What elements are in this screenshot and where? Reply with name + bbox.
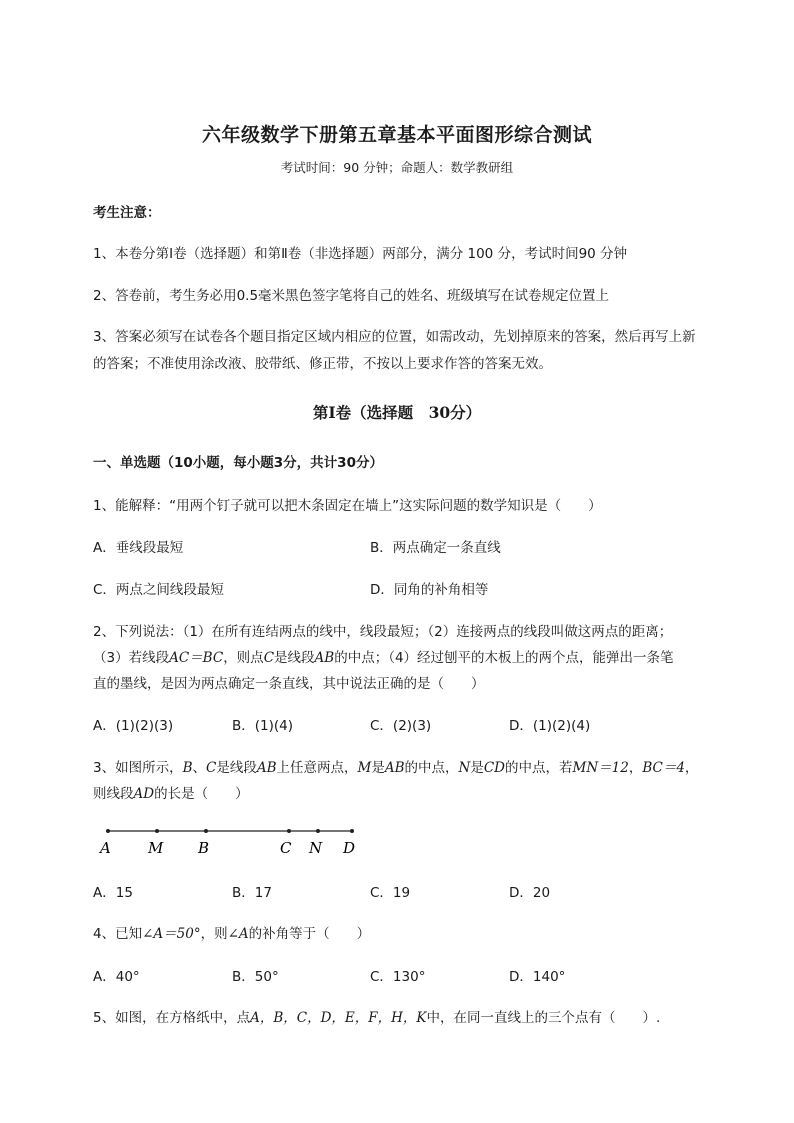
q4-option-d[interactable]: D．140° — [509, 969, 566, 985]
q5-stem — [93, 1006, 660, 1026]
q4-option-a[interactable]: A．40° — [93, 969, 140, 985]
point-a-dot — [106, 829, 110, 833]
section-title: 第Ⅰ卷（选择题 30分） — [312, 403, 482, 422]
q3-math: N — [458, 760, 471, 776]
q3-math: AB — [256, 760, 277, 776]
q3-line-1 — [93, 756, 698, 776]
q2-text: 是线段 — [274, 650, 315, 666]
q3-option-b[interactable]: B．17 — [232, 885, 272, 901]
exam-subtitle: 考试时间：90 分钟；命题人：数学教研组 — [280, 160, 514, 175]
q4-text: 的补角等于（ ） — [248, 926, 371, 942]
q3-math: C — [206, 760, 217, 776]
q2-line-1: 2、下列说法：（1）在所有连结两点的线中，线段最短；（2）连接两点的线段叫做这两点的距离； — [93, 624, 673, 640]
q4-text: ，则 — [200, 926, 228, 942]
q4-math: ∠A — [227, 926, 249, 942]
q3-text: ， — [684, 760, 699, 776]
point-a-label: A — [100, 839, 111, 857]
q2-math: AC＝BC — [169, 650, 224, 666]
q3-math: AB — [384, 760, 405, 776]
q5-math: A，B，C，D，E，F，H，K — [250, 1010, 427, 1026]
q4-option-c[interactable]: C．130° — [370, 969, 426, 985]
q4-stem — [93, 922, 370, 942]
q4-text: 4、已知 — [93, 926, 143, 942]
q4-math: ∠A＝50° — [142, 926, 201, 942]
notice-heading: 考生注意： — [93, 205, 161, 221]
q3-text: 是线段 — [216, 760, 257, 776]
q3-text: 的长是（ ） — [154, 786, 249, 802]
q3-math: AD — [133, 786, 155, 802]
q1-stem: 1、能解释：“用两个钉子就可以把木条固定在墙上”这实际问题的数学知识是（ ） — [93, 498, 602, 514]
q5-text: 中，在同一直线上的三个点有（ ）. — [426, 1010, 661, 1026]
q3-math: MN＝12 — [572, 760, 629, 776]
q3-text: 上任意两点， — [276, 760, 358, 776]
q3-text: 、 — [192, 760, 207, 776]
q3-math: BC＝4 — [642, 760, 685, 776]
notice-item-3-line2: 的答案；不准使用涂改液、胶带纸、修正带，不按以上要求作答的答案无效。 — [93, 356, 552, 372]
point-d-label: D — [343, 839, 356, 857]
q1-option-c[interactable]: C．两点之间线段最短 — [93, 582, 224, 598]
q1-option-a[interactable]: A．垂线段最短 — [93, 540, 184, 556]
point-n-label: N — [309, 839, 323, 857]
segment-diagram — [96, 820, 366, 860]
q3-math: CD — [483, 760, 505, 776]
point-m-label: M — [148, 839, 164, 857]
q3-line-2 — [93, 782, 249, 802]
q2-line-3: 直的墨线，是因为两点确定一条直线，其中说法正确的是（ ） — [93, 676, 485, 692]
q2-text: 的中点；（4）经过刨平的木板上的两个点，能弹出一条笔 — [334, 650, 674, 666]
part-heading: 一、单选题（10小题，每小题3分，共计30分） — [93, 455, 383, 471]
q2-text: ，则点 — [223, 650, 264, 666]
q1-option-d[interactable]: D．同角的补角相等 — [370, 582, 489, 598]
q3-option-d[interactable]: D．20 — [509, 885, 551, 901]
q2-option-c[interactable]: C．(2)(3) — [370, 718, 432, 734]
q3-option-c[interactable]: C．19 — [370, 885, 411, 901]
q3-text: 的中点，若 — [505, 760, 573, 776]
q3-option-a[interactable]: A．15 — [93, 885, 133, 901]
q3-text: 3、如图所示， — [93, 760, 183, 776]
q2-option-b[interactable]: B．(1)(4) — [232, 718, 294, 734]
q3-text: 的中点， — [404, 760, 459, 776]
notice-item-1: 1、本卷分第Ⅰ卷（选择题）和第Ⅱ卷（非选择题）两部分，满分 100 分，考试时间90 分钟 — [93, 246, 628, 262]
q1-option-b[interactable]: B．两点确定一条直线 — [370, 540, 501, 556]
point-m-dot — [155, 829, 159, 833]
q3-text: ， — [628, 760, 643, 776]
point-n-dot — [316, 829, 320, 833]
point-b-label: B — [198, 839, 210, 857]
q3-text: 是 — [371, 760, 385, 776]
notice-item-2: 2、答卷前，考生务必用0.5毫米黑色签字笔将自己的姓名、班级填写在试卷规定位置上 — [93, 288, 610, 304]
point-d-dot — [350, 829, 354, 833]
q2-line-2 — [93, 646, 674, 666]
q2-math: C — [263, 650, 275, 666]
q2-text: （3）若线段 — [93, 650, 170, 666]
q3-math: B — [182, 760, 193, 776]
point-b-dot — [204, 829, 208, 833]
q2-option-d[interactable]: D．(1)(2)(4) — [509, 718, 591, 734]
q3-text: 是 — [470, 760, 484, 776]
notice-item-3-line1: 3、答案必须写在试卷各个题目指定区域内相应的位置，如需改动，先划掉原来的答案，然后再写上新 — [93, 329, 696, 345]
q2-math: AB — [314, 650, 335, 666]
point-c-label: C — [280, 839, 292, 857]
q3-text: 则线段 — [93, 786, 134, 802]
q2-option-a[interactable]: A．(1)(2)(3) — [93, 718, 174, 734]
point-c-dot — [287, 829, 291, 833]
q3-math: M — [357, 760, 372, 776]
q4-option-b[interactable]: B．50° — [232, 969, 279, 985]
page-title: 六年级数学下册第五章基本平面图形综合测试 — [201, 124, 592, 146]
q5-text: 5、如图，在方格纸中，点 — [93, 1010, 251, 1026]
